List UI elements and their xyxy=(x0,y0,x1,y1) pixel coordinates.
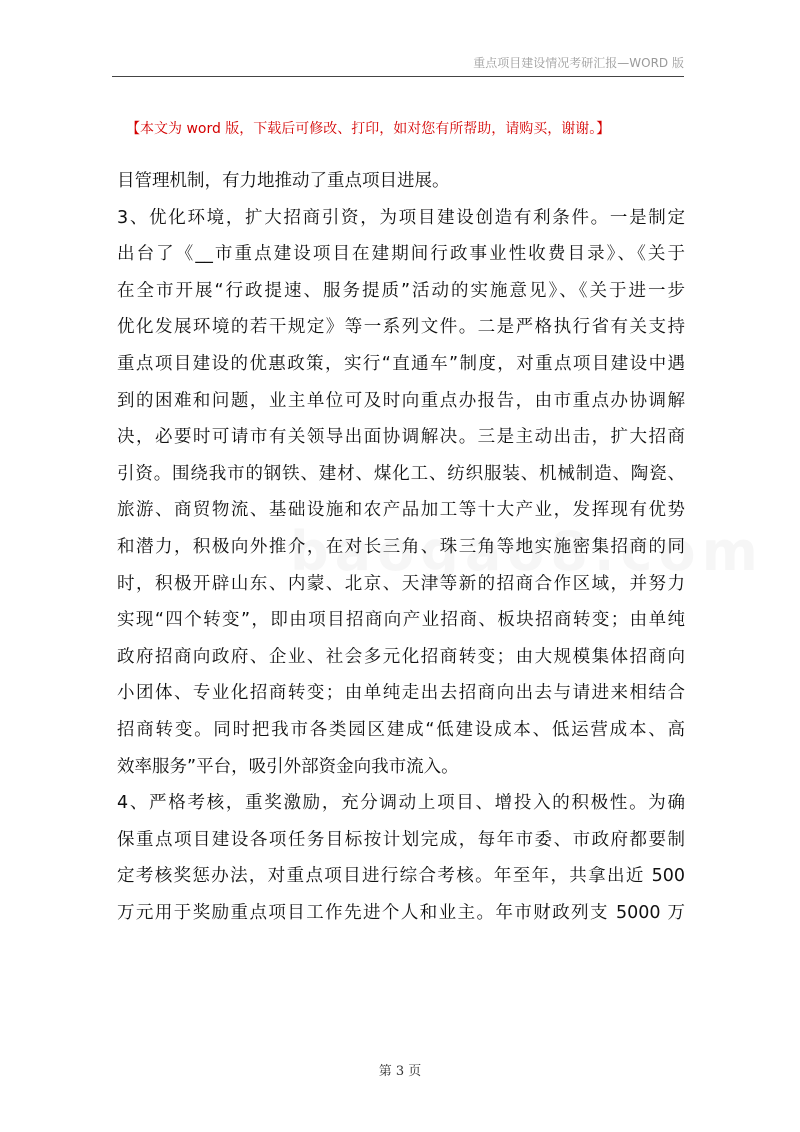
body-line: 旅游、商贸物流、基础设施和农产品加工等十大产业，发挥现有优势 xyxy=(117,500,685,521)
body-line: 出台了《__市重点建设项目在建期间行政事业性收费目录》、《关于 xyxy=(117,244,685,265)
body-line: 时，积极开辟山东、内蒙、北京、天津等新的招商合作区域，并努力 xyxy=(117,573,685,594)
body-line: 和潜力，积极向外推介，在对长三角、珠三角等地实施密集招商的同 xyxy=(117,536,685,557)
body-line: 4、严格考核，重奖激励，充分调动上项目、增投入的积极性。为确 xyxy=(117,793,685,814)
body-line: 到的困难和问题，业主单位可及时向重点办报告，由市重点办协调解 xyxy=(117,390,685,411)
body-line: 小团体、专业化招商转变；由单纯走出去招商向出去与请进来相结合 xyxy=(117,683,685,704)
body-line: 决，必要时可请市有关领导出面协调解决。三是主动出击，扩大招商 xyxy=(117,427,685,448)
document-body xyxy=(117,163,685,931)
body-line: 3、优化环境，扩大招商引资，为项目建设创造有利条件。一是制定 xyxy=(117,207,685,228)
body-line: 万元用于奖励重点项目工作先进个人和业主。年市财政列支 5000 万 xyxy=(117,902,685,923)
body-line: 重点项目建设的优惠政策，实行“直通车”制度，对重点项目建设中遇 xyxy=(117,353,685,374)
body-line: 定考核奖惩办法，对重点项目进行综合考核。年至年，共拿出近 500 xyxy=(117,866,685,887)
purchase-notice: 【本文为 word 版，下载后可修改、打印，如对您有所帮助，请购买，谢谢。】 xyxy=(126,121,611,137)
body-line: 目管理机制，有力地推动了重点项目进展。 xyxy=(117,171,450,191)
header-title: 重点项目建设情况考研汇报—WORD 版 xyxy=(473,56,684,70)
body-line: 效率服务”平台，吸引外部资金向我市流入。 xyxy=(117,756,459,777)
body-line: 在全市开展“行政提速、服务提质”活动的实施意见》、《关于进一步 xyxy=(117,280,685,301)
body-line: 实现“四个转变”，即由项目招商向产业招商、板块招商转变；由单纯 xyxy=(117,610,685,631)
body-line: 政府招商向政府、企业、社会多元化招商转变；由大规模集体招商向 xyxy=(117,646,685,667)
body-line: 引资。围绕我市的钢铁、建材、煤化工、纺织服装、机械制造、陶瓷、 xyxy=(117,463,685,484)
body-line: 保重点项目建设各项任务目标按计划完成，每年市委、市政府都要制 xyxy=(117,829,685,850)
body-line: 优化发展环境的若干规定》等一系列文件。二是严格执行省有关支持 xyxy=(117,317,685,338)
body-line: 招商转变。同时把我市各类园区建成“低建设成本、低运营成本、高 xyxy=(117,719,685,740)
page-header xyxy=(112,50,684,77)
page-number: 第 3 页 xyxy=(378,1064,422,1079)
